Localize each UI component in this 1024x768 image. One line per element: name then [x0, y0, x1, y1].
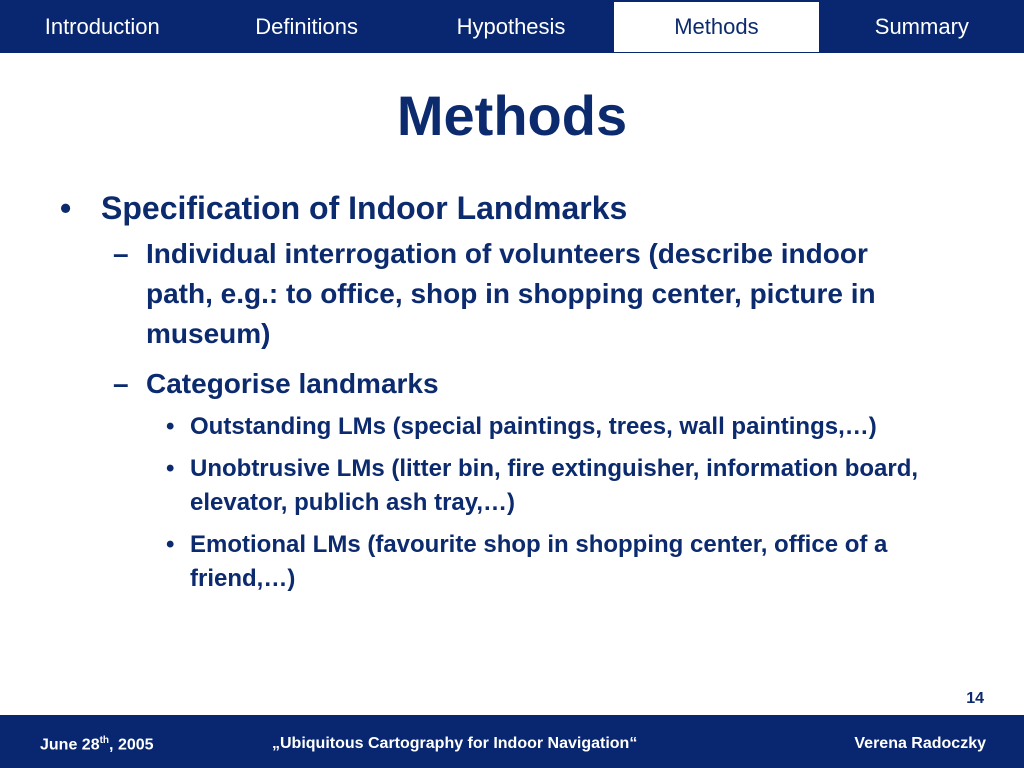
- bullet-text: Specification of Indoor Landmarks: [101, 190, 628, 226]
- sub-bullet: [0, 234, 1024, 354]
- footer-date-main: June 28: [40, 736, 100, 754]
- footer-bar: [0, 715, 1024, 768]
- dash-marker: –: [113, 368, 129, 399]
- sub-bullet-text: Individual interrogation of volunteers (describe indoor path, e.g.: to office, shop in shopping center, picture in museum): [146, 238, 876, 349]
- tab-hypothesis[interactable]: Hypothesis: [456, 13, 566, 39]
- footer-title: „Ubiquitous Cartography for Indoor Navigation“: [272, 735, 638, 752]
- dash-marker: –: [113, 238, 129, 269]
- bullet-marker: •: [166, 531, 175, 558]
- footer-date-rest: , 2005: [109, 736, 154, 754]
- tab-definitions[interactable]: Definitions: [255, 13, 358, 39]
- bullet-marker: •: [166, 455, 175, 482]
- list-item-text: Emotional LMs (favourite shop in shopping center, office of a friend,…): [190, 531, 888, 592]
- list-item: [0, 528, 1024, 596]
- page-number: 14: [966, 690, 984, 707]
- bullet-level1: [0, 188, 1024, 228]
- slide-content: [0, 188, 1024, 596]
- list-item-text: Unobtrusive LMs (litter bin, fire extinguisher, information board, elevator, publich ash tray,…): [190, 455, 919, 516]
- bullet-marker: •: [60, 190, 72, 226]
- footer-date-sup: th: [99, 735, 110, 746]
- list-item-text: Outstanding LMs (special paintings, trees, wall paintings,…): [190, 413, 877, 440]
- footer-date: [40, 735, 154, 754]
- bullet-marker: •: [166, 413, 175, 440]
- list-item: [0, 452, 1024, 520]
- sub-bullet-text: Categorise landmarks: [146, 368, 439, 399]
- tab-introduction[interactable]: Introduction: [44, 13, 160, 39]
- sub-bullet: [0, 364, 1024, 404]
- top-navigation: [0, 0, 1024, 53]
- tab-methods[interactable]: Methods: [613, 0, 819, 53]
- footer-author: Verena Radoczky: [854, 735, 986, 752]
- list-item: [0, 410, 1024, 444]
- slide-title: Methods: [396, 84, 628, 147]
- tab-summary[interactable]: Summary: [874, 13, 969, 39]
